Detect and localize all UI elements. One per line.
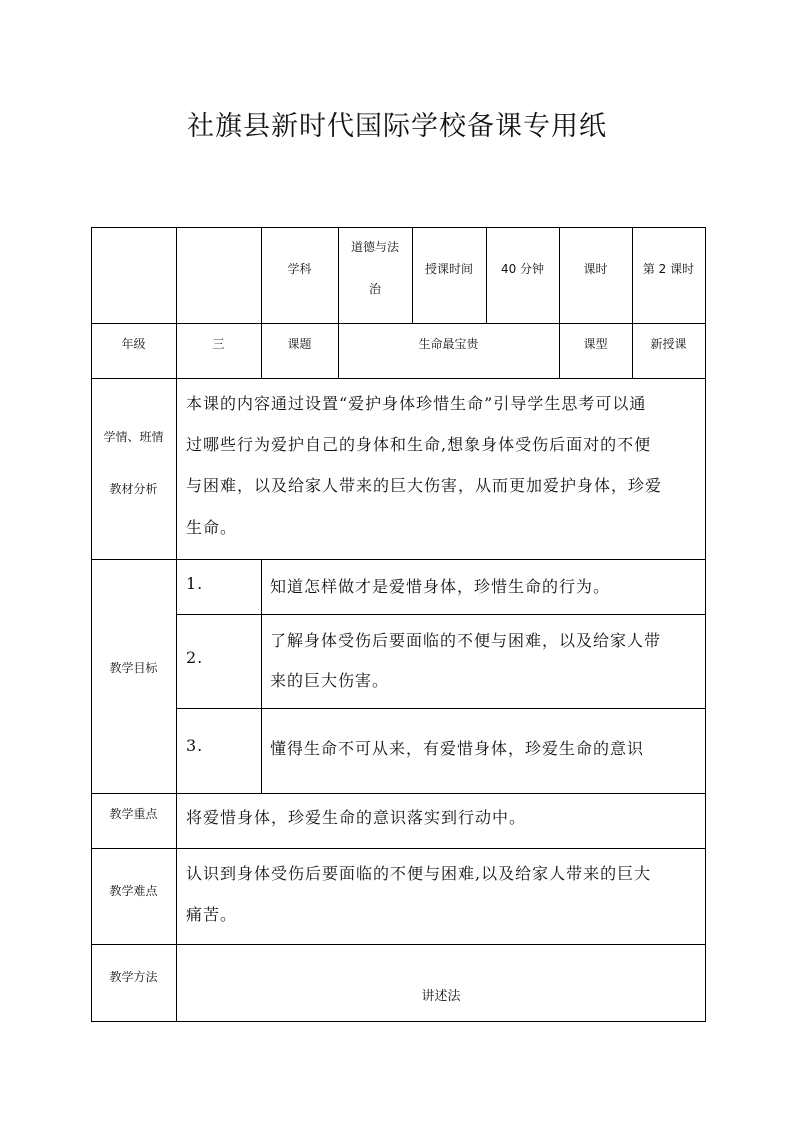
row-divider <box>91 559 706 560</box>
type-value: 新授课 <box>650 337 687 351</box>
key-point-label: 教学重点 <box>109 807 158 821</box>
row-divider <box>91 944 706 945</box>
analysis-label-line1: 学情、班情 <box>103 430 164 444</box>
row-divider <box>91 378 706 379</box>
table-border-right <box>705 227 706 1022</box>
row-divider <box>176 708 706 709</box>
column-divider <box>261 227 262 379</box>
column-divider <box>559 227 560 379</box>
type-label: 课型 <box>583 337 608 351</box>
analysis-line: 过哪些行为爱护自己的身体和生命,想象身体受伤后面对的不便 <box>186 435 652 454</box>
goal-number: 2. <box>186 648 204 667</box>
goal-number: 3. <box>186 736 204 755</box>
grade-value: 三 <box>212 337 225 351</box>
table-border-top <box>91 227 706 228</box>
page-title: 社旗县新时代国际学校备课专用纸 <box>187 111 607 142</box>
time-label: 授课时间 <box>424 262 473 276</box>
difficulty-line: 痛苦。 <box>186 905 238 924</box>
row-divider <box>91 323 706 324</box>
row-divider <box>176 614 706 615</box>
analysis-label-line2: 教材分析 <box>109 482 158 496</box>
subject-value-line1: 道德与法 <box>350 240 399 254</box>
period-label: 课时 <box>583 262 608 276</box>
time-value: 40 分钟 <box>500 262 545 276</box>
period-value: 第 2 课时 <box>642 262 695 276</box>
goals-label: 教学目标 <box>109 661 158 675</box>
subject-value-line2: 治 <box>368 282 381 296</box>
subject-label: 学科 <box>287 262 312 276</box>
table-border-bottom <box>91 1021 706 1022</box>
row-divider <box>91 793 706 794</box>
topic-value: 生命最宝贵 <box>418 337 479 351</box>
row-divider <box>91 848 706 849</box>
column-divider <box>632 227 633 379</box>
analysis-line: 本课的内容通过设置“爱护身体珍惜生命”引导学生思考可以通 <box>186 394 647 413</box>
key-point-text: 将爱惜身体，珍爱生命的意识落实到行动中。 <box>186 808 527 827</box>
goal-number: 1. <box>186 574 204 593</box>
column-divider <box>261 559 262 794</box>
goal-text: 知道怎样做才是爱惜身体，珍惜生命的行为。 <box>270 577 611 596</box>
goal-text: 了解身体受伤后要面临的不便与困难，以及给家人带 <box>270 631 662 650</box>
difficulty-label: 教学难点 <box>109 884 158 898</box>
analysis-line: 与困难，以及给家人带来的巨大伤害，从而更加爱护身体，珍爱 <box>186 476 663 495</box>
topic-label: 课题 <box>287 337 312 351</box>
difficulty-line: 认识到身体受伤后要面临的不便与困难,以及给家人带来的巨大 <box>186 864 652 883</box>
method-value: 讲述法 <box>421 989 461 1004</box>
grade-label: 年级 <box>121 337 146 351</box>
goal-text: 懂得生命不可从来，有爱惜身体，珍爱生命的意识 <box>270 739 645 758</box>
goal-text: 来的巨大伤害。 <box>270 671 390 690</box>
analysis-line: 生命。 <box>186 518 238 537</box>
method-label: 教学方法 <box>109 970 158 984</box>
